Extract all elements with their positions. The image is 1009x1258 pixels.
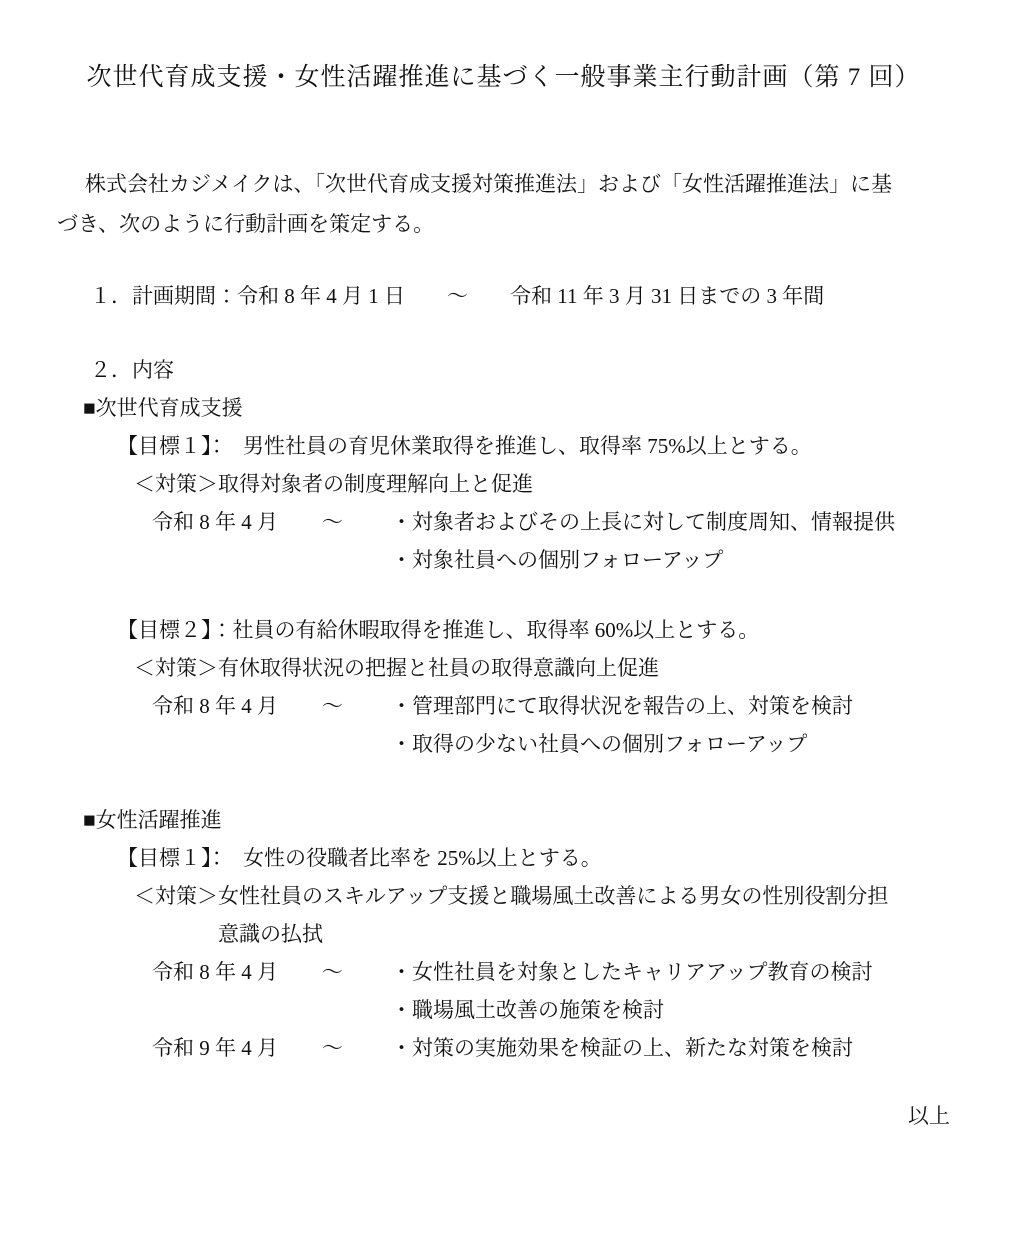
schedule-row — [152, 1029, 950, 1067]
goal-title: 【目標２】：社員の有給休暇取得を推進し、取得率 60%以上とする。 — [117, 618, 760, 642]
measure-continuation: 意識の払拭 — [218, 922, 323, 946]
goal-block — [57, 611, 950, 763]
goal-block — [57, 839, 950, 1067]
section-heading: ■次世代育成支援 — [83, 396, 243, 420]
plan-period-line: １．計画期間：令和 8 年 4 月 1 日 ～ 令和 11 年 3 月 31 日までの 3 年間 — [90, 284, 825, 308]
page-title: 次世代育成支援・女性活躍推進に基づく一般事業主行動計画（第 7 回） — [86, 64, 921, 91]
schedule-tilde: ～ — [322, 960, 343, 984]
schedule-date: 令和 8 年 4 月 — [152, 694, 278, 718]
schedule-date: 令和 8 年 4 月 — [152, 960, 278, 984]
schedule-items — [391, 687, 950, 763]
section-next-generation-support — [57, 389, 950, 763]
goal-title: 【目標１】： 女性の役職者比率を 25%以上とする。 — [117, 846, 602, 870]
measure-line: ＜対策＞有休取得状況の把握と社員の取得意識向上促進 — [134, 656, 659, 680]
intro-paragraph — [57, 164, 950, 244]
closing-label: 以上 — [908, 1104, 950, 1128]
goal-block — [57, 427, 950, 579]
schedule-item: ・対策の実施効果を検証の上、新たな対策を検討 — [391, 1036, 853, 1060]
schedule-item: ・取得の少ない社員への個別フォローアップ — [391, 732, 808, 756]
schedule-item: ・管理部門にて取得状況を報告の上、対策を検討 — [391, 694, 853, 718]
schedule-row — [152, 687, 950, 763]
schedule-date: 令和 8 年 4 月 — [152, 510, 278, 534]
intro-line-2: づき、次のように行動計画を策定する。 — [57, 212, 435, 236]
schedule-tilde: ～ — [322, 1036, 343, 1060]
schedule-row — [152, 953, 950, 1029]
section-heading: ■女性活躍推進 — [83, 808, 222, 832]
schedule-items — [391, 953, 950, 1029]
measure-line: ＜対策＞取得対象者の制度理解向上と促進 — [134, 472, 533, 496]
schedule-items — [391, 503, 950, 579]
schedule-items — [391, 1029, 950, 1067]
schedule-item: ・対象社員への個別フォローアップ — [391, 548, 724, 572]
contents-heading: ２．内容 — [90, 358, 174, 382]
schedule-date: 令和 9 年 4 月 — [152, 1036, 278, 1060]
schedule-item: ・職場風土改善の施策を検討 — [391, 998, 664, 1022]
schedule-item: ・対象者およびその上長に対して制度周知、情報提供 — [391, 510, 895, 534]
intro-line-1: 株式会社カジメイクは、「次世代育成支援対策推進法」および「女性活躍推進法」に基 — [85, 172, 893, 196]
measure-line: ＜対策＞女性社員のスキルアップ支援と職場風土改善による男女の性別役割分担 — [134, 884, 889, 908]
schedule-tilde: ～ — [322, 510, 343, 534]
schedule-tilde: ～ — [322, 694, 343, 718]
document-page — [0, 60, 1009, 1258]
schedule-item: ・女性社員を対象としたキャリアアップ教育の検討 — [391, 960, 873, 984]
goal-title: 【目標１】： 男性社員の育児休業取得を推進し、取得率 75%以上とする。 — [117, 434, 812, 458]
schedule-row — [152, 503, 950, 579]
section-women-advancement — [57, 801, 950, 1067]
